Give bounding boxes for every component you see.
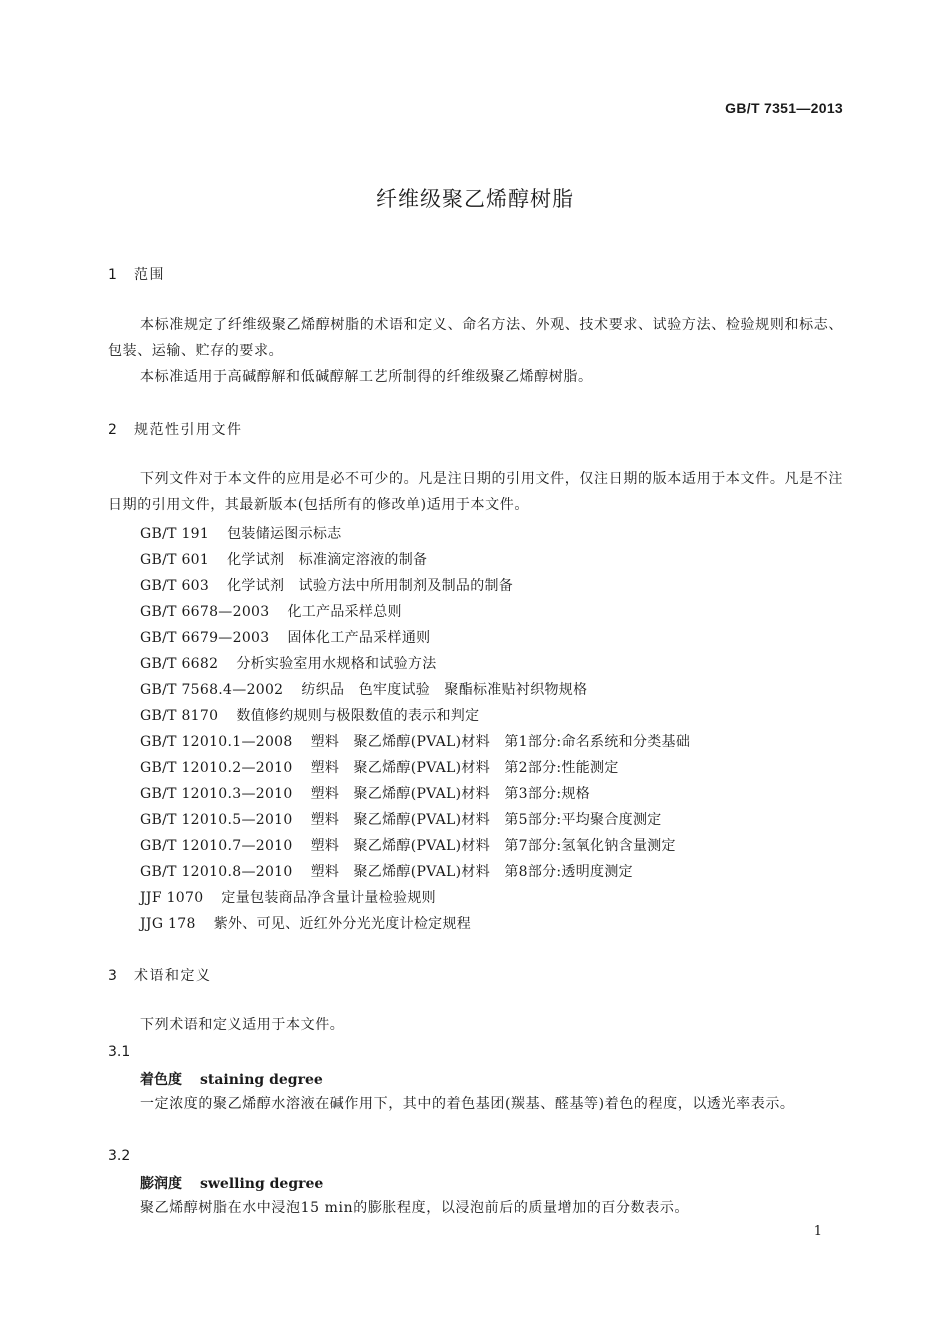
term-english: staining degree xyxy=(200,1072,323,1088)
section-number: 1 xyxy=(108,267,117,283)
reference-item xyxy=(140,731,690,751)
reference-code: GB/T 8170 xyxy=(140,708,219,724)
term-entry xyxy=(140,1173,323,1193)
reference-title: 化学试剂 试验方法中所用制剂及制品的制备 xyxy=(227,578,514,594)
reference-code: GB/T 601 xyxy=(140,552,210,568)
reference-item xyxy=(140,809,662,829)
reference-title: 纺织品 色牢度试验 聚酯标准贴衬织物规格 xyxy=(301,682,588,698)
reference-item xyxy=(140,679,587,699)
section-2-heading xyxy=(108,419,243,439)
section-number: 2 xyxy=(108,422,117,438)
reference-item xyxy=(140,887,436,907)
reference-item xyxy=(140,913,471,933)
reference-item xyxy=(140,549,427,569)
reference-title: 塑料 聚乙烯醇(PVAL)材料 第2部分:性能测定 xyxy=(310,760,619,776)
reference-code: GB/T 6679—2003 xyxy=(140,630,270,646)
scope-paragraph: 本标准规定了纤维级聚乙烯醇树脂的术语和定义、命名方法、外观、技术要求、试验方法、检验规则和标志、包装、运输、贮存的要求。 xyxy=(108,317,843,359)
scope-paragraph: 本标准适用于高碱醇解和低碱醇解工艺所制得的纤维级聚乙烯醇树脂。 xyxy=(140,369,593,385)
terms-intro: 下列术语和定义适用于本文件。 xyxy=(140,1017,345,1033)
reference-title: 紫外、可见、近红外分光光度计检定规程 xyxy=(213,916,472,932)
page-number: 1 xyxy=(813,1224,822,1239)
reference-code: GB/T 12010.3—2010 xyxy=(140,786,293,802)
section-title: 术语和定义 xyxy=(134,968,212,984)
reference-item xyxy=(140,627,430,647)
reference-title: 塑料 聚乙烯醇(PVAL)材料 第5部分:平均聚合度测定 xyxy=(310,812,662,828)
term-definition: 一定浓度的聚乙烯醇水溶液在碱作用下，其中的着色基团(羰基、醛基等)着色的程度，以透光率表示。 xyxy=(140,1096,795,1112)
reference-title: 化学试剂 标准滴定溶液的制备 xyxy=(227,552,428,568)
term-chinese: 着色度 xyxy=(140,1072,182,1088)
reference-title: 包装储运图示标志 xyxy=(227,526,342,542)
reference-code: GB/T 191 xyxy=(140,526,210,542)
term-definition: 聚乙烯醇树脂在水中浸泡15 min的膨胀程度，以浸泡前后的质量增加的百分数表示。 xyxy=(140,1200,690,1216)
reference-title: 固体化工产品采样通则 xyxy=(287,630,431,646)
reference-title: 塑料 聚乙烯醇(PVAL)材料 第7部分:氢氧化钠含量测定 xyxy=(310,838,676,854)
reference-item xyxy=(140,757,619,777)
reference-code: GB/T 12010.2—2010 xyxy=(140,760,293,776)
reference-title: 塑料 聚乙烯醇(PVAL)材料 第3部分:规格 xyxy=(310,786,591,802)
reference-code: JJG 178 xyxy=(140,916,196,932)
reference-item xyxy=(140,575,513,595)
clause-number: 3.1 xyxy=(108,1044,131,1060)
reference-item xyxy=(140,523,342,543)
reference-code: GB/T 12010.1—2008 xyxy=(140,734,293,750)
standard-number: GB/T 7351—2013 xyxy=(725,100,843,116)
section-title: 规范性引用文件 xyxy=(134,422,243,438)
clause-number: 3.2 xyxy=(108,1148,131,1164)
term-english: swelling degree xyxy=(200,1176,324,1192)
term-entry xyxy=(140,1069,323,1089)
reference-item xyxy=(140,705,479,725)
reference-title: 分析实验室用水规格和试验方法 xyxy=(236,656,437,672)
reference-code: GB/T 603 xyxy=(140,578,210,594)
section-3-heading xyxy=(108,965,212,985)
reference-title: 数值修约规则与极限数值的表示和判定 xyxy=(236,708,480,724)
reference-code: GB/T 7568.4—2002 xyxy=(140,682,284,698)
reference-title: 定量包装商品净含量计量检验规则 xyxy=(221,890,436,906)
reference-title: 化工产品采样总则 xyxy=(287,604,402,620)
reference-code: GB/T 12010.8—2010 xyxy=(140,864,293,880)
reference-item xyxy=(140,653,437,673)
term-chinese: 膨润度 xyxy=(140,1176,182,1192)
section-1-heading xyxy=(108,264,165,284)
normative-intro: 下列文件对于本文件的应用是必不可少的。凡是注日期的引用文件，仅注日期的版本适用于本文件。凡是不注日期的引用文件，其最新版本(包括所有的修改单)适用于本文件。 xyxy=(108,471,843,513)
reference-code: JJF 1070 xyxy=(140,890,204,906)
reference-item xyxy=(140,783,590,803)
section-number: 3 xyxy=(108,968,117,984)
reference-code: GB/T 12010.7—2010 xyxy=(140,838,293,854)
reference-title: 塑料 聚乙烯醇(PVAL)材料 第1部分:命名系统和分类基础 xyxy=(310,734,691,750)
section-title: 范围 xyxy=(134,267,165,283)
reference-code: GB/T 12010.5—2010 xyxy=(140,812,293,828)
reference-item xyxy=(140,835,676,855)
reference-code: GB/T 6682 xyxy=(140,656,219,672)
reference-title: 塑料 聚乙烯醇(PVAL)材料 第8部分:透明度测定 xyxy=(310,864,633,880)
document-title: 纤维级聚乙烯醇树脂 xyxy=(376,187,574,211)
reference-item xyxy=(140,861,633,881)
reference-code: GB/T 6678—2003 xyxy=(140,604,270,620)
reference-item xyxy=(140,601,402,621)
